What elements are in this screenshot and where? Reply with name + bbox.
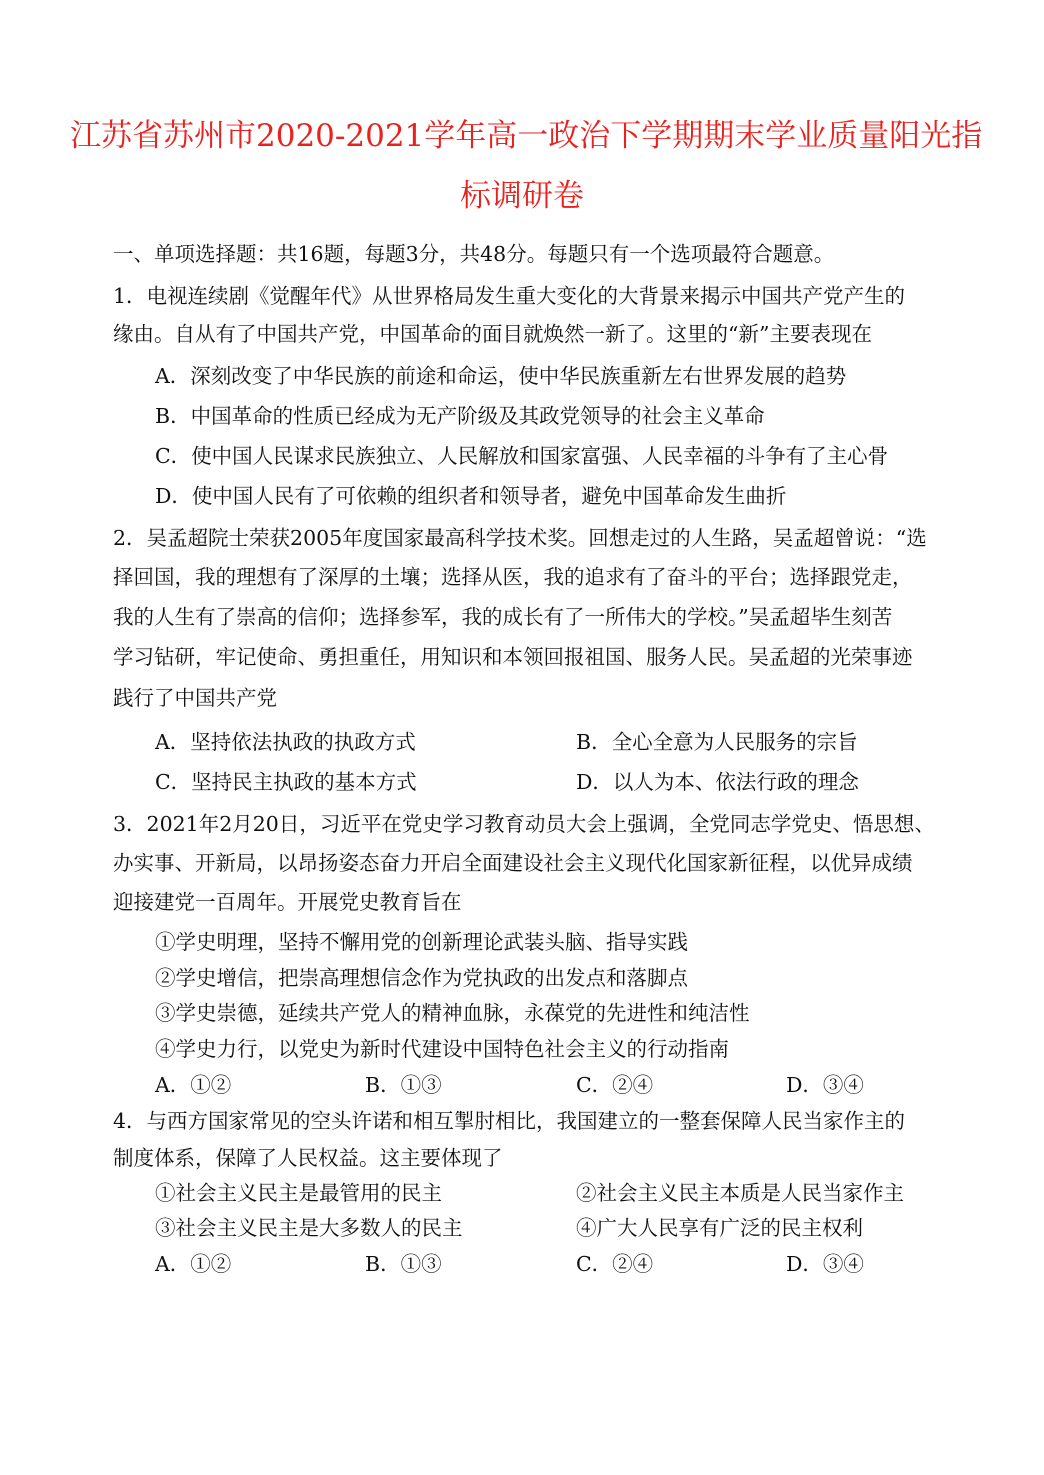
q2-stem-line: 我的人生有了崇高的信仰；选择参军，我的成长有了一所伟大的学校。”吴孟超毕生刻苦 bbox=[113, 605, 893, 629]
q3-option-b: B．①③ bbox=[365, 1073, 442, 1097]
q2-option-d: D．以人为本、依法行政的理念 bbox=[576, 770, 859, 794]
q4-option-d: D．③④ bbox=[786, 1252, 864, 1276]
q4-stem-line: 4．与西方国家常见的空头许诺和相互掣肘相比，我国建立的一整套保障人民当家作主的 bbox=[113, 1109, 906, 1133]
document-title-line-2: 标调研卷 bbox=[460, 178, 584, 214]
q3-item: ②学史增信，把崇高理想信念作为党执政的出发点和落脚点 bbox=[155, 966, 688, 990]
q4-item: ②社会主义民主本质是人民当家作主 bbox=[576, 1181, 904, 1205]
q3-option-a: A．①② bbox=[155, 1073, 232, 1097]
q4-item: ④广大人民享有广泛的民主权利 bbox=[576, 1216, 863, 1240]
q3-item: ④学史力行，以党史为新时代建设中国特色社会主义的行动指南 bbox=[155, 1037, 729, 1061]
q2-option-c: C．坚持民主执政的基本方式 bbox=[155, 770, 417, 794]
q1-option-b: B．中国革命的性质已经成为无产阶级及其政党领导的社会主义革命 bbox=[155, 404, 765, 428]
q2-stem-line: 学习钻研，牢记使命、勇担重任，用知识和本领回报祖国、服务人民。吴孟超的光荣事迹 bbox=[113, 645, 913, 669]
q3-option-c: C．②④ bbox=[576, 1073, 654, 1097]
q1-stem-line: 1．电视连续剧《觉醒年代》从世界格局发生重大变化的大背景来揭示中国共产党产生的 bbox=[113, 284, 906, 308]
q3-item: ③学史崇德，延续共产党人的精神血脉，永葆党的先进性和纯洁性 bbox=[155, 1001, 750, 1025]
q1-stem-line: 缘由。自从有了中国共产党，中国革命的面目就焕然一新了。这里的“新”主要表现在 bbox=[113, 322, 872, 346]
document-title-line-1: 江苏省苏州市2020-2021学年高一政治下学期期末学业质量阳光指 bbox=[70, 118, 983, 154]
section-header: 一、单项选择题：共16题，每题3分，共48分。每题只有一个选项最符合题意。 bbox=[113, 242, 835, 266]
q2-stem-line: 践行了中国共产党 bbox=[113, 686, 277, 710]
q3-option-d: D．③④ bbox=[786, 1073, 864, 1097]
q2-option-b: B．全心全意为人民服务的宗旨 bbox=[576, 730, 858, 754]
q4-item: ③社会主义民主是大多数人的民主 bbox=[155, 1216, 463, 1240]
q1-option-c: C．使中国人民谋求民族独立、人民解放和国家富强、人民幸福的斗争有了主心骨 bbox=[155, 444, 889, 468]
q2-stem-line: 2．吴孟超院士荣获2005年度国家最高科学技术奖。回想走过的人生路，吴孟超曾说：“选 bbox=[113, 526, 927, 550]
q1-option-d: D．使中国人民有了可依赖的组织者和领导者，避免中国革命发生曲折 bbox=[155, 484, 787, 508]
q4-option-c: C．②④ bbox=[576, 1252, 654, 1276]
q2-option-a: A．坚持依法执政的执政方式 bbox=[155, 730, 416, 754]
q3-stem-line: 3．2021年2月20日，习近平在党史学习教育动员大会上强调，全党同志学党史、悟思想、 bbox=[113, 812, 935, 836]
q2-stem-line: 择回国，我的理想有了深厚的土壤；选择从医，我的追求有了奋斗的平台；选择跟党走， bbox=[113, 565, 913, 589]
q4-stem-line: 制度体系，保障了人民权益。这主要体现了 bbox=[113, 1146, 503, 1170]
q4-option-b: B．①③ bbox=[365, 1252, 442, 1276]
q4-item: ①社会主义民主是最管用的民主 bbox=[155, 1181, 442, 1205]
q4-option-a: A．①② bbox=[155, 1252, 232, 1276]
q3-item: ①学史明理，坚持不懈用党的创新理论武装头脑、指导实践 bbox=[155, 930, 688, 954]
q3-stem-line: 办实事、开新局，以昂扬姿态奋力开启全面建设社会主义现代化国家新征程，以优异成绩 bbox=[113, 851, 913, 875]
q3-stem-line: 迎接建党一百周年。开展党史教育旨在 bbox=[113, 890, 462, 914]
q1-option-a: A．深刻改变了中华民族的前途和命运，使中华民族重新左右世界发展的趋势 bbox=[155, 364, 847, 388]
